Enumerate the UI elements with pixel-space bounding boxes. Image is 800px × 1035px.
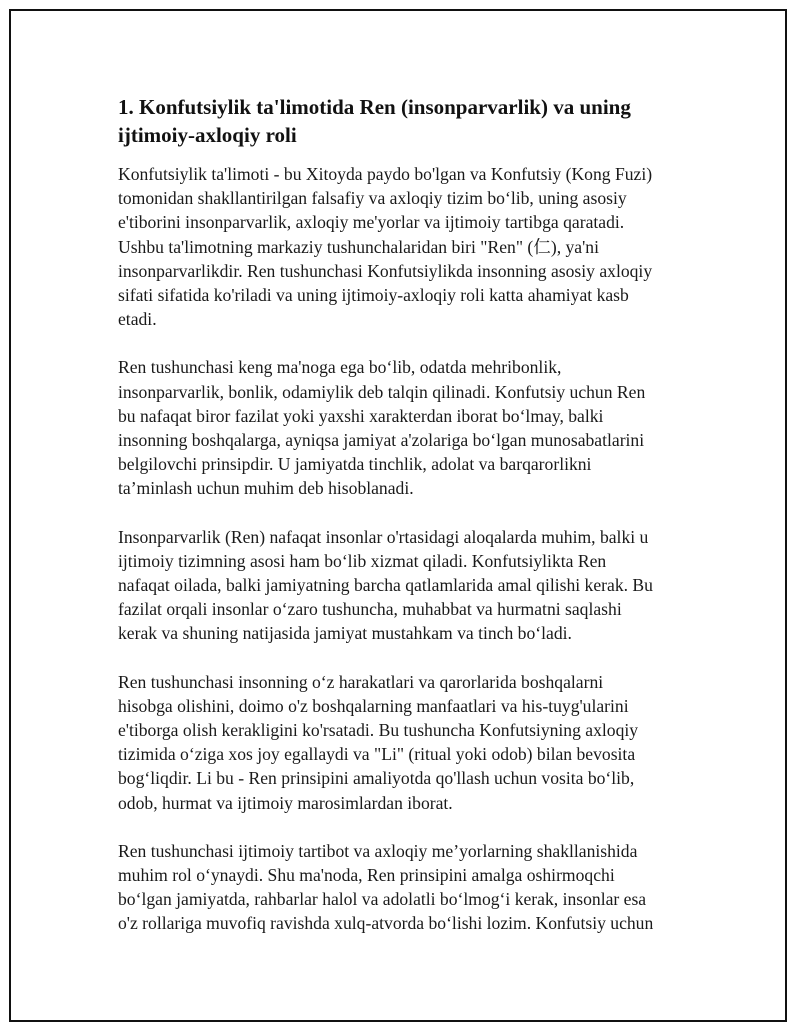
- paragraph-line: Ren tushunchasi keng ma'noga ega boʻlib, odatda mehribonlik,: [118, 357, 562, 378]
- paragraph-line: odob, hurmat va ijtimoiy marosimlardan iborat.: [118, 792, 453, 813]
- paragraph-line: bogʻliqdir. Li bu - Ren prinsipini amaliyotda qo'llash uchun vosita boʻlib,: [118, 768, 635, 789]
- paragraph-line: insonparvarlik, bonlik, odamiylik deb talqin qilinadi. Konfutsiy uchun Ren: [118, 381, 646, 402]
- paragraph-line: e'tiborga olish kerakligini ko'rsatadi. Bu tushuncha Konfutsiyning axloqiy: [118, 720, 639, 741]
- paragraph-line: Ren tushunchasi insonning oʻz harakatlari va qarorlarida boshqalarni: [118, 671, 604, 692]
- paragraph-line: nafaqat oilada, balki jamiyatning barcha qatlamlarida amal qilishi kerak. Bu: [118, 575, 653, 596]
- heading-line: 1. Konfutsiylik ta'limotida Ren (insonparvarlik) va uning: [118, 95, 631, 119]
- paragraph-line: kerak va shuning natijasida jamiyat mustahkam va tinch boʻladi.: [118, 623, 572, 644]
- document-content: [118, 93, 686, 960]
- paragraph: [118, 839, 686, 936]
- paragraph-line: tizimida oʻziga xos joy egallaydi va "Li" (ritual yoki odob) bilan bevosita: [118, 744, 636, 765]
- paragraph-line: Ren tushunchasi ijtimoiy tartibot va axloqiy meʼyorlarning shakllanishida: [118, 840, 638, 861]
- heading-line: ijtimoiy-axloqiy roli: [118, 123, 297, 147]
- paragraph-line: belgilovchi prinsipdir. U jamiyatda tinchlik, adolat va barqarorlikni: [118, 454, 592, 475]
- paragraph-line: o'z rollariga muvofiq ravishda xulq-atvorda boʻlishi lozim. Konfutsiy uchun: [118, 913, 654, 934]
- paragraph-line: e'tiborini insonparvarlik, axloqiy me'yorlar va ijtimoiy tartibga qaratadi.: [118, 212, 625, 233]
- paragraph-line: sifati sifatida ko'riladi va uning ijtimoiy-axloqiy roli katta ahamiyat kasb: [118, 285, 629, 306]
- paragraph-line: Insonparvarlik (Ren) nafaqat insonlar o'rtasidagi aloqalarda muhim, balki u: [118, 526, 649, 547]
- paragraph: [118, 355, 686, 500]
- paragraph-line: boʻlgan jamiyatda, rahbarlar halol va adolatli boʻlmogʻi kerak, insonlar esa: [118, 889, 647, 910]
- paragraph-line: insonning boshqalarga, ayniqsa jamiyat a'zolariga boʻlgan munosabatlarini: [118, 430, 645, 451]
- paragraph-line: taʼminlash uchun muhim deb hisoblanadi.: [118, 478, 414, 499]
- paragraph-line: bu nafaqat biror fazilat yoki yaxshi xarakterdan iborat boʻlmay, balki: [118, 405, 604, 426]
- paragraph-line: tomonidan shakllantirilgan falsafiy va axloqiy tizim boʻlib, uning asosiy: [118, 188, 627, 209]
- paragraph-line: Konfutsiylik ta'limoti - bu Xitoyda paydo bo'lgan va Konfutsiy (Kong Fuzi): [118, 164, 653, 184]
- paragraph-line: insonparvarlikdir. Ren tushunchasi Konfutsiylikda insonning asosiy axloqiy: [118, 260, 653, 281]
- paragraph-line: Ushbu ta'limotning markaziy tushunchalaridan biri "Ren" (仁), ya'ni: [118, 236, 599, 257]
- section-heading: [118, 93, 686, 149]
- paragraph-line: hisobga olishini, doimo o'z boshqalarning manfaatlari va his-tuyg'ularini: [118, 695, 629, 716]
- paragraph-line: muhim rol oʻynaydi. Shu ma'noda, Ren prinsipini amalga oshirmoqchi: [118, 865, 615, 886]
- paragraph-line: fazilat orqali insonlar oʻzaro tushuncha, muhabbat va hurmatni saqlashi: [118, 599, 622, 620]
- paragraph: [118, 525, 686, 646]
- paragraph-line: ijtimoiy tizimning asosi ham boʻlib xizmat qiladi. Konfutsiylikta Ren: [118, 550, 607, 571]
- paragraph: [118, 670, 686, 815]
- paragraph-line: etadi.: [118, 309, 157, 330]
- paragraph: [118, 162, 686, 331]
